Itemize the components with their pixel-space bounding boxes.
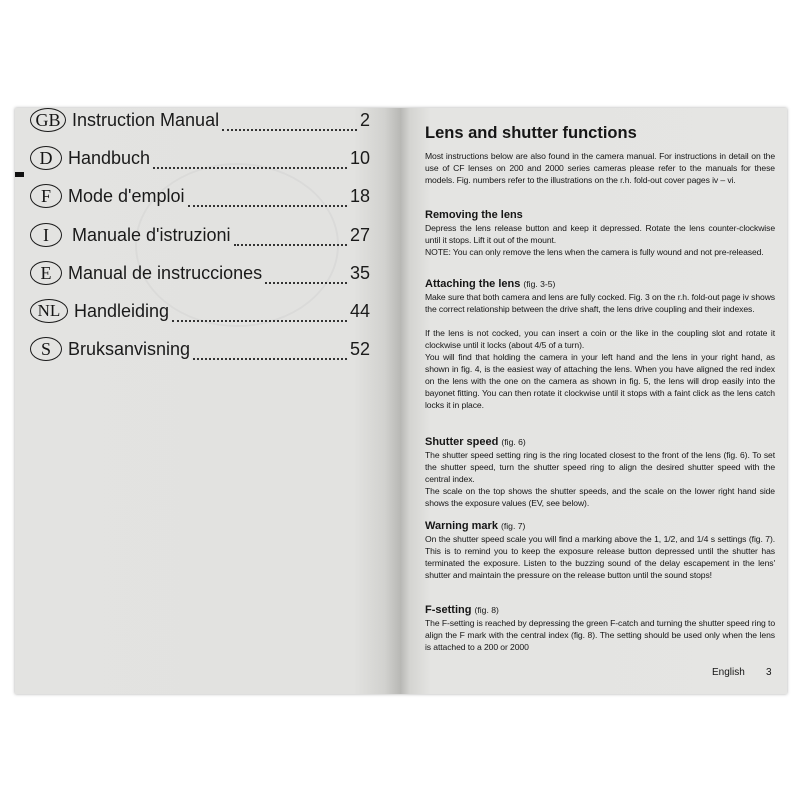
section-heading-removing	[425, 209, 523, 221]
section-heading-warning-mark	[425, 520, 525, 532]
leader-dots	[222, 115, 357, 131]
section-heading-text: Shutter speed	[425, 436, 499, 448]
f-badge-icon: F	[30, 184, 62, 208]
toc-entry-title: Mode d'emploi	[68, 185, 185, 206]
page-edge-marker	[15, 172, 24, 177]
toc-entry-nl[interactable]	[30, 298, 370, 324]
f-setting-paragraph: The F-setting is reached by depressing the green F-catch and turning the shutter speed ring to align the F mark with the central index (fig. 8). The setting should be used only when the lens is attached to a 200 or 2000	[425, 618, 775, 652]
figure-reference: (fig. 7)	[501, 521, 526, 531]
i-badge-icon: I	[30, 223, 62, 247]
leader-dots	[234, 230, 347, 246]
intro-paragraph: Most instructions below are also found in the camera manual. For instructions in detail on the use of CF lenses on 200 and 2000 series cameras please refer to the manuals for these models. Fig. numbers refer to the illustrations on the r.h. fold-out cover pages iv – vi.	[425, 151, 775, 185]
section-heading-shutter-speed	[425, 436, 526, 448]
leader-dots	[153, 153, 347, 169]
toc-entry-page: 44	[349, 300, 370, 321]
toc-entry-e[interactable]	[30, 260, 370, 286]
toc-entry-title: Manuale d'istruzioni	[72, 224, 231, 245]
attaching-paragraph-2: If the lens is not cocked, you can insert a coin or the like in the coupling slot and rotate it clockwise until it locks (about 4/5 of a turn).	[425, 328, 775, 350]
toc-entry-title: Instruction Manual	[72, 109, 220, 130]
toc-entry-title: Bruksanvisning	[68, 338, 191, 359]
section-heading-attaching	[425, 278, 555, 290]
nl-badge-icon: NL	[30, 299, 68, 323]
d-badge-icon: D	[30, 146, 62, 170]
page-number: 3	[766, 667, 772, 678]
section-heading-text: Attaching the lens	[425, 278, 521, 290]
figure-reference: (fig. 3-5)	[523, 279, 556, 289]
toc-entry-page: 10	[349, 147, 370, 168]
warning-mark-paragraph: On the shutter speed scale you will find a marking above the 1, 1/2, and 1/4 s settings (fig. 7). This is to remind you to keep the exposure release button depressed until the shutter has terminated the exposure. Listen to the buzzing sound of the delay escapement in the lens' shutter and maintain the pressure on the release button until the sound stops!	[425, 534, 775, 580]
attaching-paragraph-3: You will find that holding the camera in your left hand and the lens in your right hand, as shown in fig. 4, is the easiest way of attaching the lens. When you have aligned the red index on the lens with the one on the camera as shown in fig. 5, the lens will drop easily into the bayonet fitting. You can then rotate it clockwise until it stops with a faint click as the lens catch locks it in place.	[425, 352, 775, 410]
toc-entry-page: 18	[349, 185, 370, 206]
toc-entry-gb[interactable]	[30, 107, 370, 133]
section-heading-text: Warning mark	[425, 520, 498, 532]
toc-entry-f[interactable]	[30, 183, 370, 209]
figure-reference: (fig. 6)	[501, 437, 526, 447]
toc-entry-d[interactable]	[30, 145, 370, 171]
leader-dots	[188, 191, 347, 207]
section-heading-text: F-setting	[425, 604, 472, 616]
removing-note: NOTE: You can only remove the lens when the camera is fully wound and not pre-released.	[425, 247, 764, 257]
toc-entry-page: 52	[349, 338, 370, 359]
section-heading-f-setting	[425, 604, 499, 616]
leader-dots	[265, 268, 347, 284]
toc-entry-page: 35	[349, 262, 370, 283]
leader-dots	[193, 344, 347, 360]
e-badge-icon: E	[30, 261, 62, 285]
toc-entry-page: 2	[359, 109, 370, 130]
toc-entry-title: Handbuch	[68, 147, 151, 168]
toc-entry-s[interactable]	[30, 336, 370, 362]
section-heading-text: Removing the lens	[425, 209, 523, 221]
shutter-speed-paragraph-1: The shutter speed setting ring is the ring located closest to the front of the lens (fig. 6). To set the shutter speed, turn the shutter speed ring to align the desired shutter speed with the central index.	[425, 450, 775, 484]
gb-badge-icon: GB	[30, 108, 66, 132]
toc-entry-title: Manual de instrucciones	[68, 262, 263, 283]
toc-entry-i[interactable]	[30, 222, 370, 248]
toc-entry-title: Handleiding	[74, 300, 170, 321]
removing-paragraph: Depress the lens release button and keep it depressed. Rotate the lens counter-clockwise until it stops. Lift it out of the mount.	[425, 223, 775, 245]
footer-language: English	[712, 667, 745, 678]
attaching-paragraph-1: Make sure that both camera and lens are fully cocked. Fig. 3 on the r.h. fold-out page iv shows the correct relationship between the drive shaft, the lens drive coupling and their indexes.	[425, 292, 775, 314]
toc-entry-page: 27	[349, 224, 370, 245]
leader-dots	[172, 306, 347, 322]
shutter-speed-paragraph-2: The scale on the top shows the shutter speeds, and the scale on the lower right hand side shows the exposure values (EV, see below).	[425, 486, 775, 508]
s-badge-icon: S	[30, 337, 62, 361]
figure-reference: (fig. 8)	[474, 605, 499, 615]
page-title: Lens and shutter functions	[425, 124, 637, 142]
